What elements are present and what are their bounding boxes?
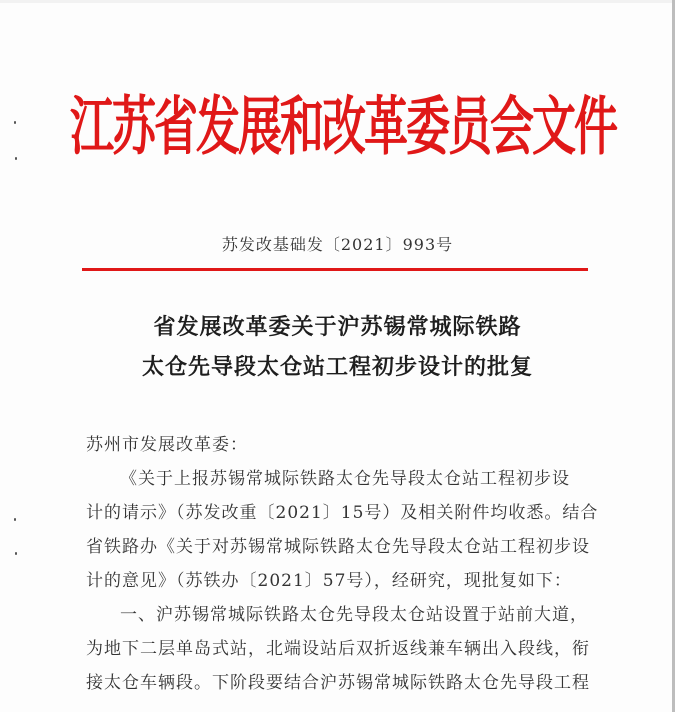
paragraph-line: 计的意见》（苏铁办〔2021〕57号），经研究，现批复如下： [86, 571, 572, 591]
scan-speck [15, 552, 17, 555]
document-title-line-1: 省发展改革委关于沪苏锡常城际铁路 [153, 314, 522, 340]
scan-speck [14, 121, 16, 124]
document-number: 苏发改基础发〔2021〕993号 [221, 235, 454, 254]
scan-speck [14, 518, 16, 521]
paragraph-line: 为地下二层单岛式站，北端设站后双折返线兼车辆出入段线，衔 [86, 639, 590, 659]
paragraph-line: 接太仓车辆段。下阶段要结合沪苏锡常城际铁路太仓先导段工程 [86, 673, 590, 693]
paragraph-line: 一、沪苏锡常城际铁路太仓先导段太仓站设置于站前大道， [120, 605, 588, 625]
document-title-line-2: 太仓先导段太仓站工程初步设计的批复 [141, 354, 533, 380]
page-top-edge [0, 0, 675, 3]
red-separator-line [82, 268, 588, 271]
paragraph-line: 省铁路办《关于对苏锡常城际铁路太仓先导段太仓站工程初步设 [86, 537, 590, 557]
scan-speck [15, 157, 17, 160]
document-header-title: 江苏省发展和改革委员会文件 [70, 90, 616, 165]
salutation: 苏州市发展改革委： [86, 435, 248, 455]
paragraph-line: 计的请示》（苏发改重〔2021〕15号）及相关附件均收悉。结合 [86, 503, 599, 523]
paragraph-line: 《关于上报苏锡常城际铁路太仓先导段太仓站工程初步设 [120, 469, 570, 489]
